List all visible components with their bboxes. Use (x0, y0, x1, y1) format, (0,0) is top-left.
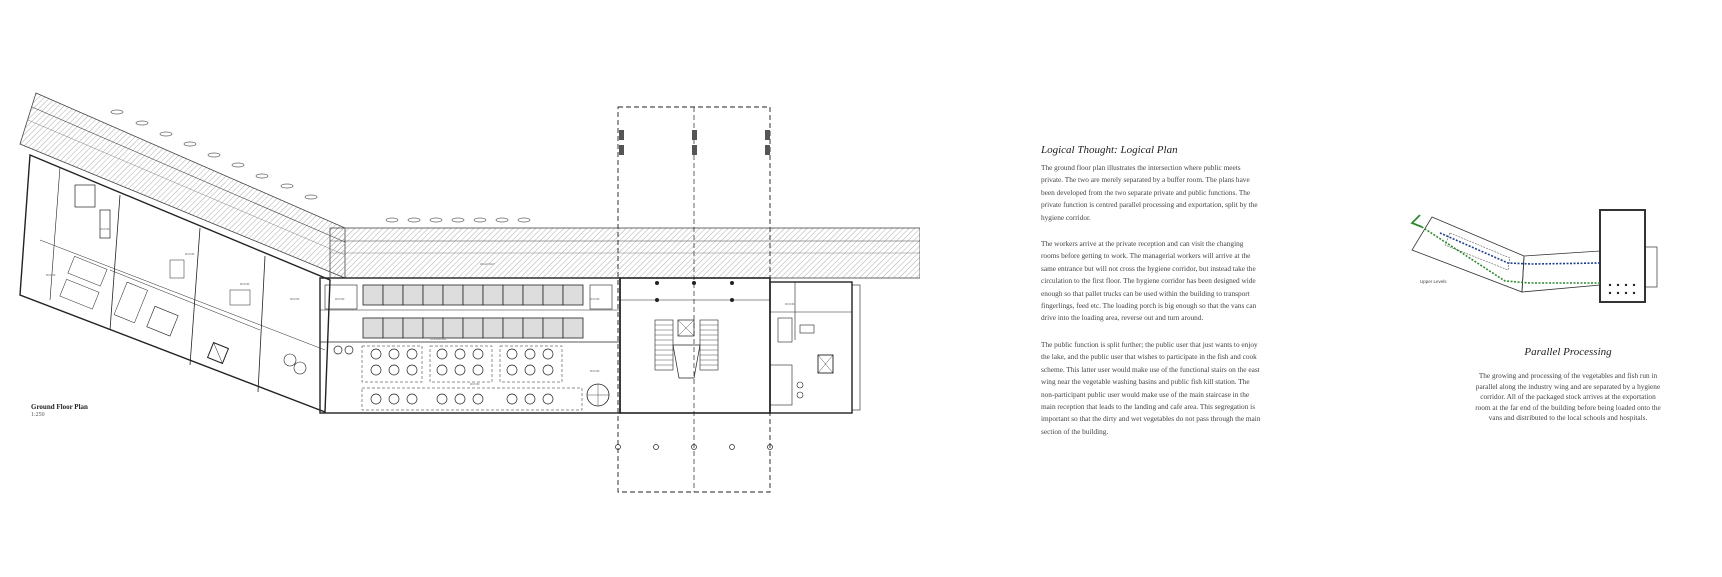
plan-caption-scale: 1:250 (31, 412, 45, 418)
diagram-columns (1609, 284, 1635, 294)
west-walkway (20, 93, 345, 278)
diagram-reception-outline (1600, 210, 1645, 302)
loading-porch (616, 107, 773, 492)
parallel-processing-diagram (1400, 195, 1660, 325)
reception-block (620, 278, 770, 413)
diagram-title: Parallel Processing (1524, 346, 1612, 358)
svg-text:ROOM: ROOM (240, 282, 250, 286)
svg-text:ROOM: ROOM (185, 252, 195, 256)
green-path-line (1422, 227, 1600, 283)
svg-text:CORRIDOR: CORRIDOR (430, 337, 447, 341)
svg-text:ROOM: ROOM (590, 297, 600, 301)
svg-text:ROOM: ROOM (590, 369, 600, 373)
paragraph-3: The public function is split further; the public user that just wants to enjoy the lake, and the public user that wishes to participate in the fish and cook scheme. This latter user would make use of the functional stairs on the east wing near the vegetable washing basins and public fish kill station. The non-participant public user would make use of the main staircase in the main reception that leads to the landing and cafe area. This segregation is important so that the dirty and wet vegetables do not pass through the main section of the building. (1041, 339, 1261, 436)
green-arrow-icon (1412, 215, 1422, 227)
diagram-east-wing-outline (1522, 251, 1600, 292)
diagram-description: The growing and processing of the vegetables and fish run in parallel along the industry wing and are separated by a hygiene corridor. All of the packaged stock arrives at the exportation room at the far end of the building before being loaded onto the vans and distributed to the local schools and hospitals. (1475, 371, 1661, 422)
diagram-label: Upper Levels (1420, 279, 1447, 284)
paragraph-2: The workers arrive at the private reception and can visit the changing rooms before getting to work. The managerial workers will arrive at the same entrance but will not cross the hygiene corridor, but instead take the circulation to the first floor. The hygiene corridor has been designed wide enough so that pallet trucks can be used within the building to transport fingerlings, feed etc. The loading porch is big enough so that the vans can drive into the loading area, reverse out and turn around. (1041, 239, 1257, 323)
svg-text:ROOM: ROOM (290, 297, 300, 301)
blue-path-line (1440, 233, 1600, 264)
text-column (1041, 144, 1263, 452)
svg-text:ROOM: ROOM (785, 302, 795, 306)
paragraph-1: The ground floor plan illustrates the intersection where public meets private. The two are merely separated by a buffer room. The plans have been developed from the two separate private and public functions. The private function is centred parallel processing and exportation, split by the hygiene corridor. (1041, 163, 1258, 222)
plan-caption-title: Ground Floor Plan (31, 403, 88, 411)
section-title: Logical Thought: Logical Plan (1041, 144, 1178, 156)
east-service-block (770, 282, 860, 413)
industry-wing (320, 278, 620, 413)
svg-text:WALKWAY: WALKWAY (480, 262, 495, 266)
svg-text:ROOM: ROOM (335, 297, 345, 301)
svg-text:ROOM: ROOM (46, 273, 56, 277)
svg-text:ROOM: ROOM (100, 227, 110, 231)
east-walkway (330, 228, 920, 278)
svg-text:ROOM: ROOM (470, 382, 480, 386)
